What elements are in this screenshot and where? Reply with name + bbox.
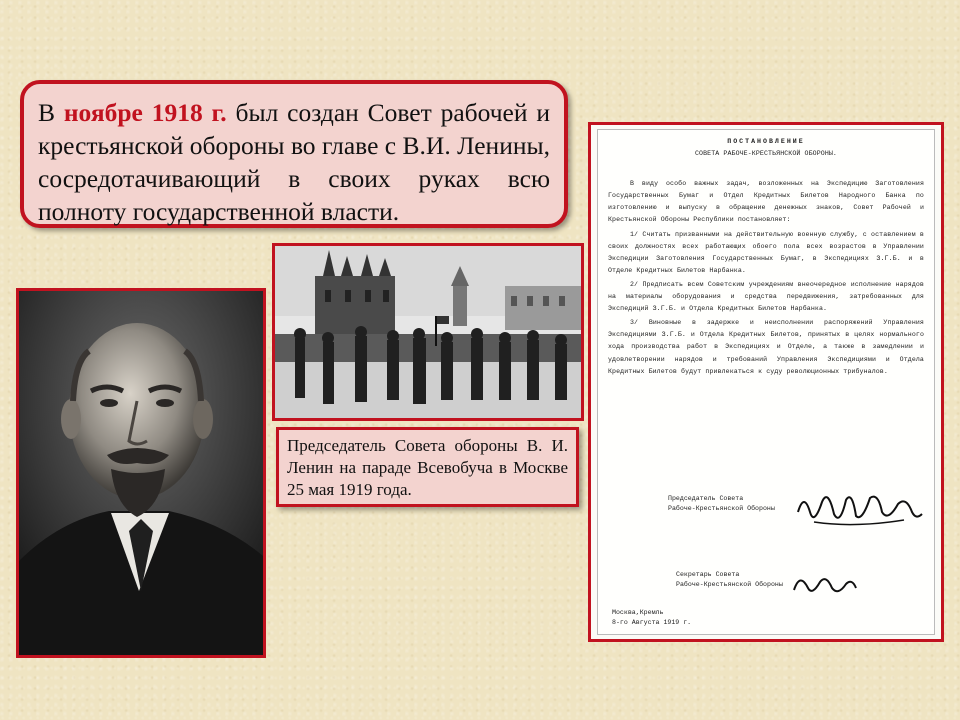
decree-document (588, 122, 944, 642)
lenin-portrait-photo (16, 288, 266, 658)
document-title: ПОСТАНОВЛЕНИЕ (727, 138, 805, 145)
document-page (597, 129, 935, 635)
parade-photo (272, 243, 584, 421)
intro-body: был создан Совет рабочей и крестьянской обороны во главе с В.И. Ленины, сосредотачивающий в своих руках всю полноту государственной власти. (38, 98, 550, 226)
document-place-date (612, 608, 691, 628)
chairman-signature (794, 482, 924, 532)
document-paragraph: 3/ Виновные в задержке и неисполнении распоряжений Управления Экспедициями З.Г.Б. и Отдела Кредитных Билетов, принятых в целях нормального хода производства работ в Экспедициях и Отделе, а также в замедлении и удовлетворении нарядов и требований Управления Экспедициями и Отдела Кредитных Билетов будут привлекаться к суду революционных трибуналов. (608, 319, 924, 375)
photo-caption (276, 427, 579, 507)
intro-highlight-date: ноябре 1918 г. (63, 98, 227, 127)
intro-prefix: В (38, 98, 64, 127)
document-place: Москва,Кремль (612, 609, 664, 616)
document-date: 8-го Августа 1919 г. (612, 619, 692, 626)
secretary-title-line1: Секретарь Совета (676, 571, 740, 578)
secretary-signature-block (676, 570, 783, 590)
document-text (608, 136, 924, 380)
chairman-title-line2: Рабоче-Крестьянской Обороны (668, 505, 775, 512)
document-paragraph: 1/ Считать призванными на действительную военную службу, с оставлением в своих должностях всех работающих обоего пола всех возрастов в Управлении Экспедиции Заготовления Государственных Бумаг, в Экспедициях З.Г.Б. и в Отделе Кредитных Билетов Нарбанка. (608, 230, 924, 274)
parade-illustration (275, 246, 581, 418)
chairman-title-line1: Председатель Совета (668, 495, 744, 502)
document-paragraph: В виду особо важных задач, возложенных на Экспедицию Заготовления Государственных Бумаг и Отдел Кредитных Билетов Народного Банка по изготовлению и выпуску в обращение денежных знаков, Совет Рабочей и Крестьянской Обороны Республики постановляет: (608, 180, 924, 224)
portrait-illustration (19, 291, 263, 655)
chairman-signature-block (668, 494, 775, 514)
secretary-signature (790, 568, 860, 598)
document-subtitle: СОВЕТА РАБОЧЕ-КРЕСТЬЯНСКОЙ ОБОРОНЫ. (695, 150, 837, 158)
document-paragraph: 2/ Предписать всем Советским учреждениям внеочередное исполнение нарядов на материалы оборудования и средства передвижения, затребованных для Экспедиций З.Г.Б. и Отдела Кредитных Билетов Нарбанка. (608, 280, 924, 313)
intro-text-box (20, 80, 568, 228)
caption-text: Председатель Совета обороны В. И. Ленин на параде Всевобуча в Москве 25 мая 1919 года. (287, 436, 568, 499)
secretary-title-line2: Рабоче-Крестьянской Обороны (676, 581, 783, 588)
